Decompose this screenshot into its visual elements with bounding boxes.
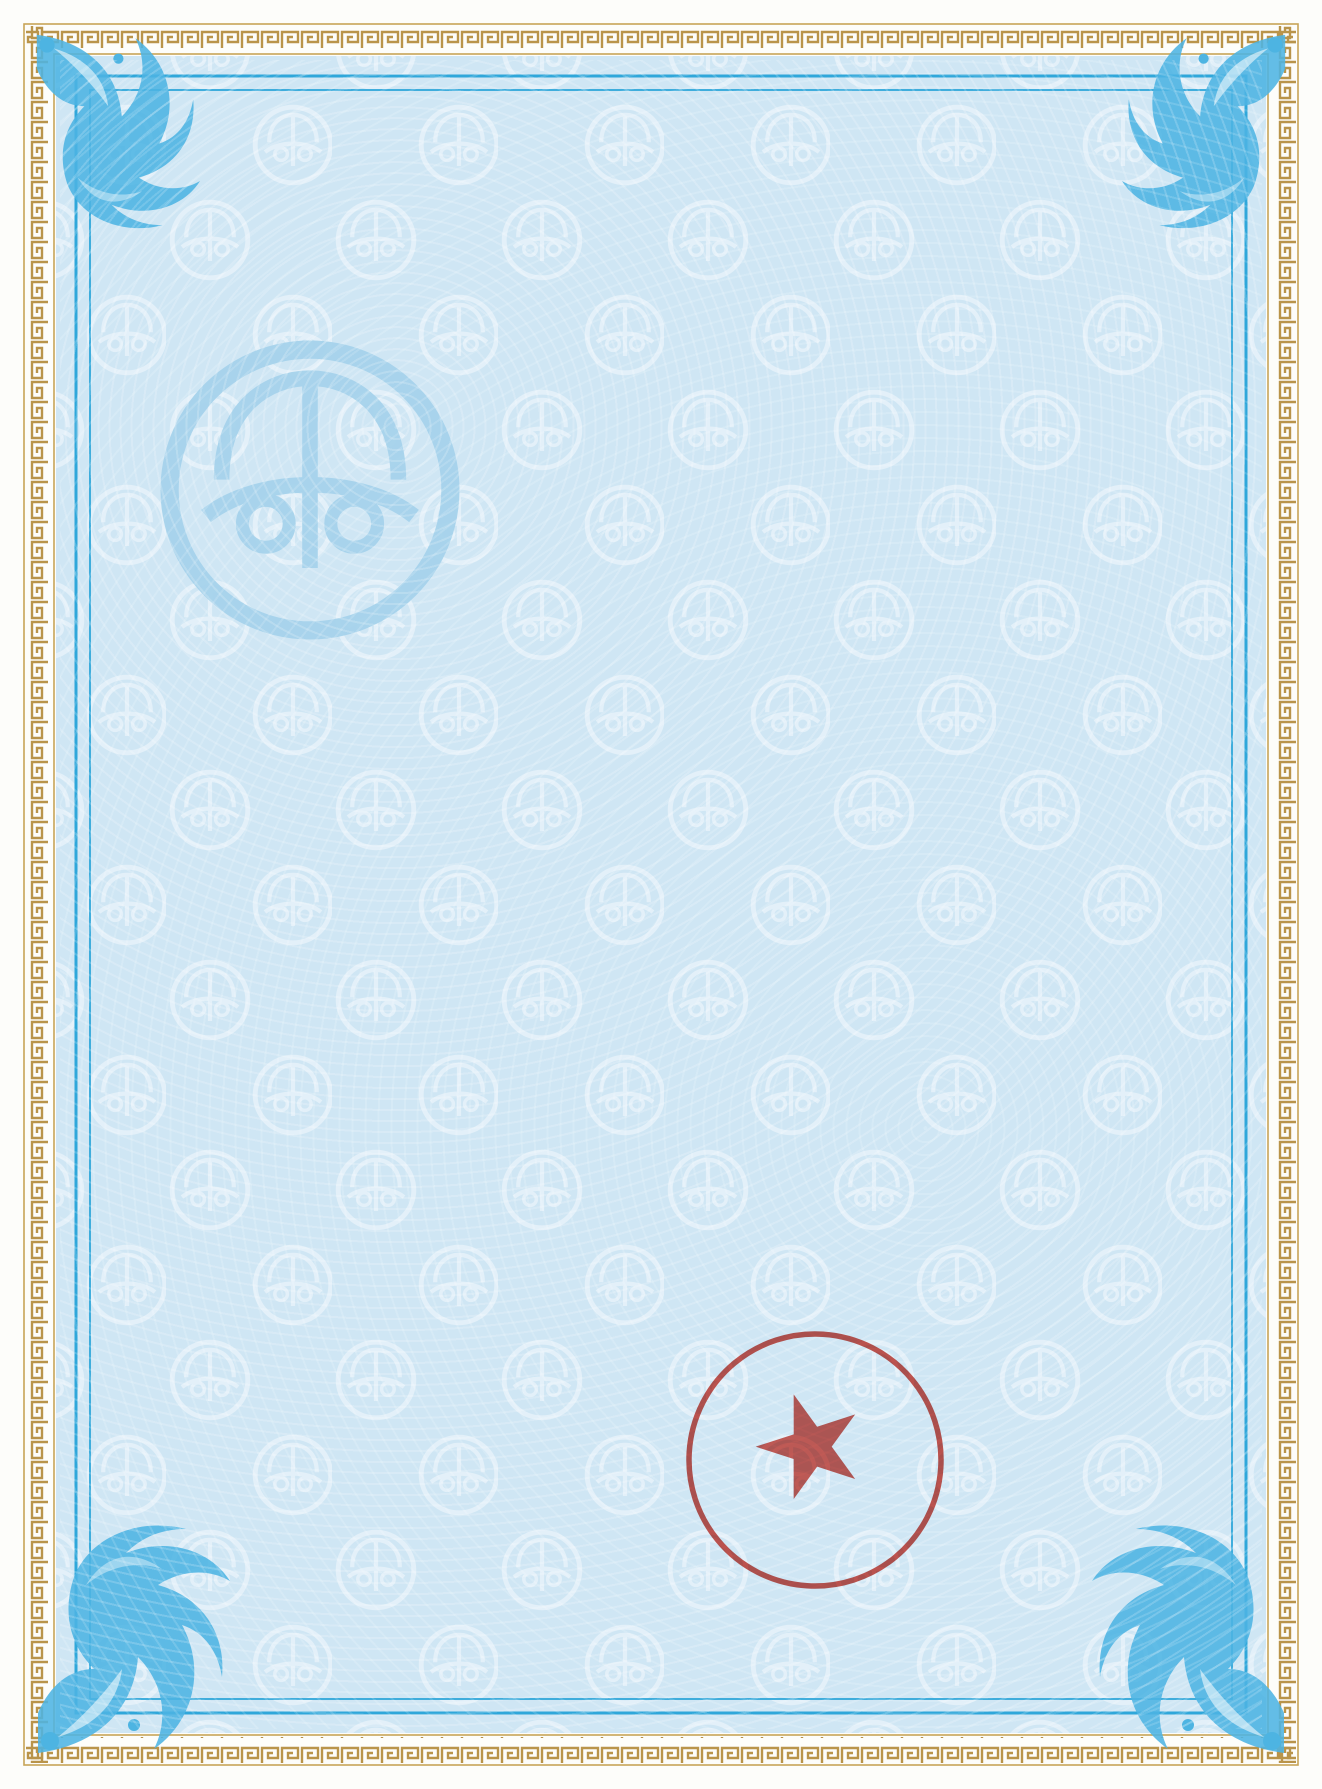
barcode — [232, 1242, 396, 1324]
watermark-pattern — [56, 56, 1266, 1733]
star-icon — [744, 1378, 874, 1505]
official-seal — [665, 1310, 965, 1610]
certificate-number-row — [1014, 420, 1040, 451]
qr-code — [226, 1350, 352, 1476]
